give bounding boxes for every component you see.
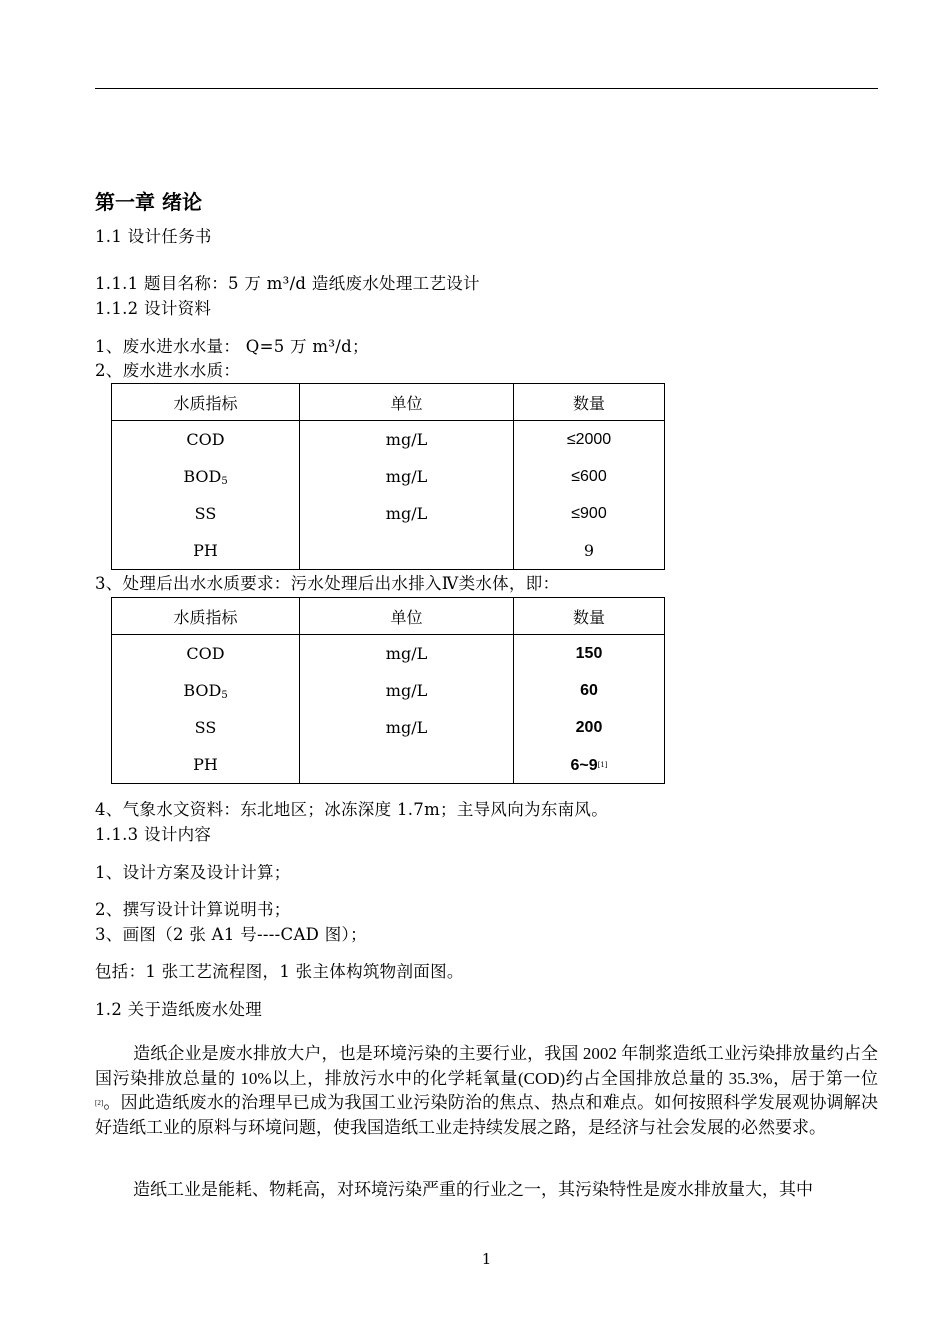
header-indicator: 水质指标 <box>112 384 300 421</box>
indicator-name: PH <box>193 755 218 774</box>
item-1: 1、废水进水水量： Q=5 万 m³/d； <box>95 337 369 356</box>
section-1-1: 1.1 设计任务书 <box>95 227 212 246</box>
effluent-quality-table <box>111 597 665 784</box>
table-row <box>112 458 665 495</box>
paragraph-1-text-a: 造纸企业是废水排放大户，也是环境污染的主要行业，我国 2002 年制浆造纸工业污染排放量约占全国污染排放总量的 10%以上，排放污水中的化学耗氧量(COD)约占全国排放总量的 35.3%，居于第一位 <box>95 1044 878 1088</box>
header-quantity: 数量 <box>514 598 665 635</box>
quantity-cell: 9 <box>514 532 665 570</box>
item-2: 2、废水进水水质： <box>95 361 241 380</box>
citation-ref: [1] <box>597 760 608 769</box>
unit-cell: mg/L <box>300 635 514 673</box>
unit-cell: mg/L <box>300 458 514 495</box>
paragraph-1-text-b: 。因此造纸废水的治理早已成为我国工业污染防治的焦点、热点和难点。如何按照科学发展观协调解决好造纸工业的原料与环境问题，使我国造纸工业走持续发展之路，是经济与社会发展的必然要求。 <box>95 1093 878 1137</box>
content-3: 3、画图（2 张 A1 号----CAD 图）； <box>95 925 367 944</box>
item-4: 4、气象水文资料：东北地区；冰冻深度 1.7m；主导风向为东南风。 <box>95 800 609 819</box>
quantity-cell: ≤2000 <box>514 421 665 459</box>
quantity-cell: 6~9 <box>570 756 598 774</box>
table-row <box>112 421 665 459</box>
influent-quality-table <box>111 383 665 570</box>
table-row <box>112 709 665 746</box>
indicator-name: BOD <box>183 680 222 700</box>
section-1-1-2: 1.1.2 设计资料 <box>95 299 212 318</box>
indicator-name: COD <box>186 430 225 449</box>
indicator-subscript: 5 <box>221 475 228 487</box>
page-number: 1 <box>481 1250 492 1268</box>
unit-cell <box>300 532 514 570</box>
indicator-name: COD <box>186 644 225 663</box>
quantity-cell: 150 <box>514 635 665 673</box>
unit-cell: mg/L <box>300 672 514 709</box>
header-rule <box>95 88 878 89</box>
section-1-1-3: 1.1.3 设计内容 <box>95 825 212 844</box>
indicator-name: SS <box>194 718 217 737</box>
table-row <box>112 495 665 532</box>
unit-cell: mg/L <box>300 495 514 532</box>
header-unit: 单位 <box>300 598 514 635</box>
include-line: 包括：1 张工艺流程图，1 张主体构筑物剖面图。 <box>95 962 464 981</box>
table-row <box>112 746 665 784</box>
indicator-name: PH <box>193 541 218 560</box>
table-row <box>112 532 665 570</box>
item-3: 3、处理后出水水质要求：污水处理后出水排入Ⅳ类水体，即： <box>95 574 560 593</box>
quantity-cell: 60 <box>514 672 665 709</box>
unit-cell <box>300 746 514 784</box>
table-row <box>112 635 665 673</box>
header-indicator: 水质指标 <box>112 598 300 635</box>
header-quantity: 数量 <box>514 384 665 421</box>
section-1-1-1: 1.1.1 题目名称：5 万 m³/d 造纸废水处理工艺设计 <box>95 274 480 293</box>
quantity-cell: ≤600 <box>514 458 665 495</box>
indicator-subscript: 5 <box>221 689 228 701</box>
chapter-title: 第一章 绪论 <box>95 190 202 214</box>
indicator-name: SS <box>194 504 217 523</box>
unit-cell: mg/L <box>300 709 514 746</box>
quantity-cell: 200 <box>514 709 665 746</box>
header-unit: 单位 <box>300 384 514 421</box>
quantity-cell: ≤900 <box>514 495 665 532</box>
section-1-2: 1.2 关于造纸废水处理 <box>95 1000 263 1019</box>
indicator-name: BOD <box>183 466 222 486</box>
citation-ref: [2] <box>95 1099 104 1107</box>
unit-cell: mg/L <box>300 421 514 459</box>
paragraph-2-text: 造纸工业是能耗、物耗高，对环境污染严重的行业之一，其污染特性是废水排放量大，其中 <box>133 1180 813 1199</box>
table-row <box>112 672 665 709</box>
paragraph-2 <box>95 1178 878 1203</box>
content-2: 2、撰写设计计算说明书； <box>95 900 291 919</box>
paragraph-1 <box>95 1042 878 1140</box>
content-1: 1、设计方案及设计计算； <box>95 863 291 882</box>
